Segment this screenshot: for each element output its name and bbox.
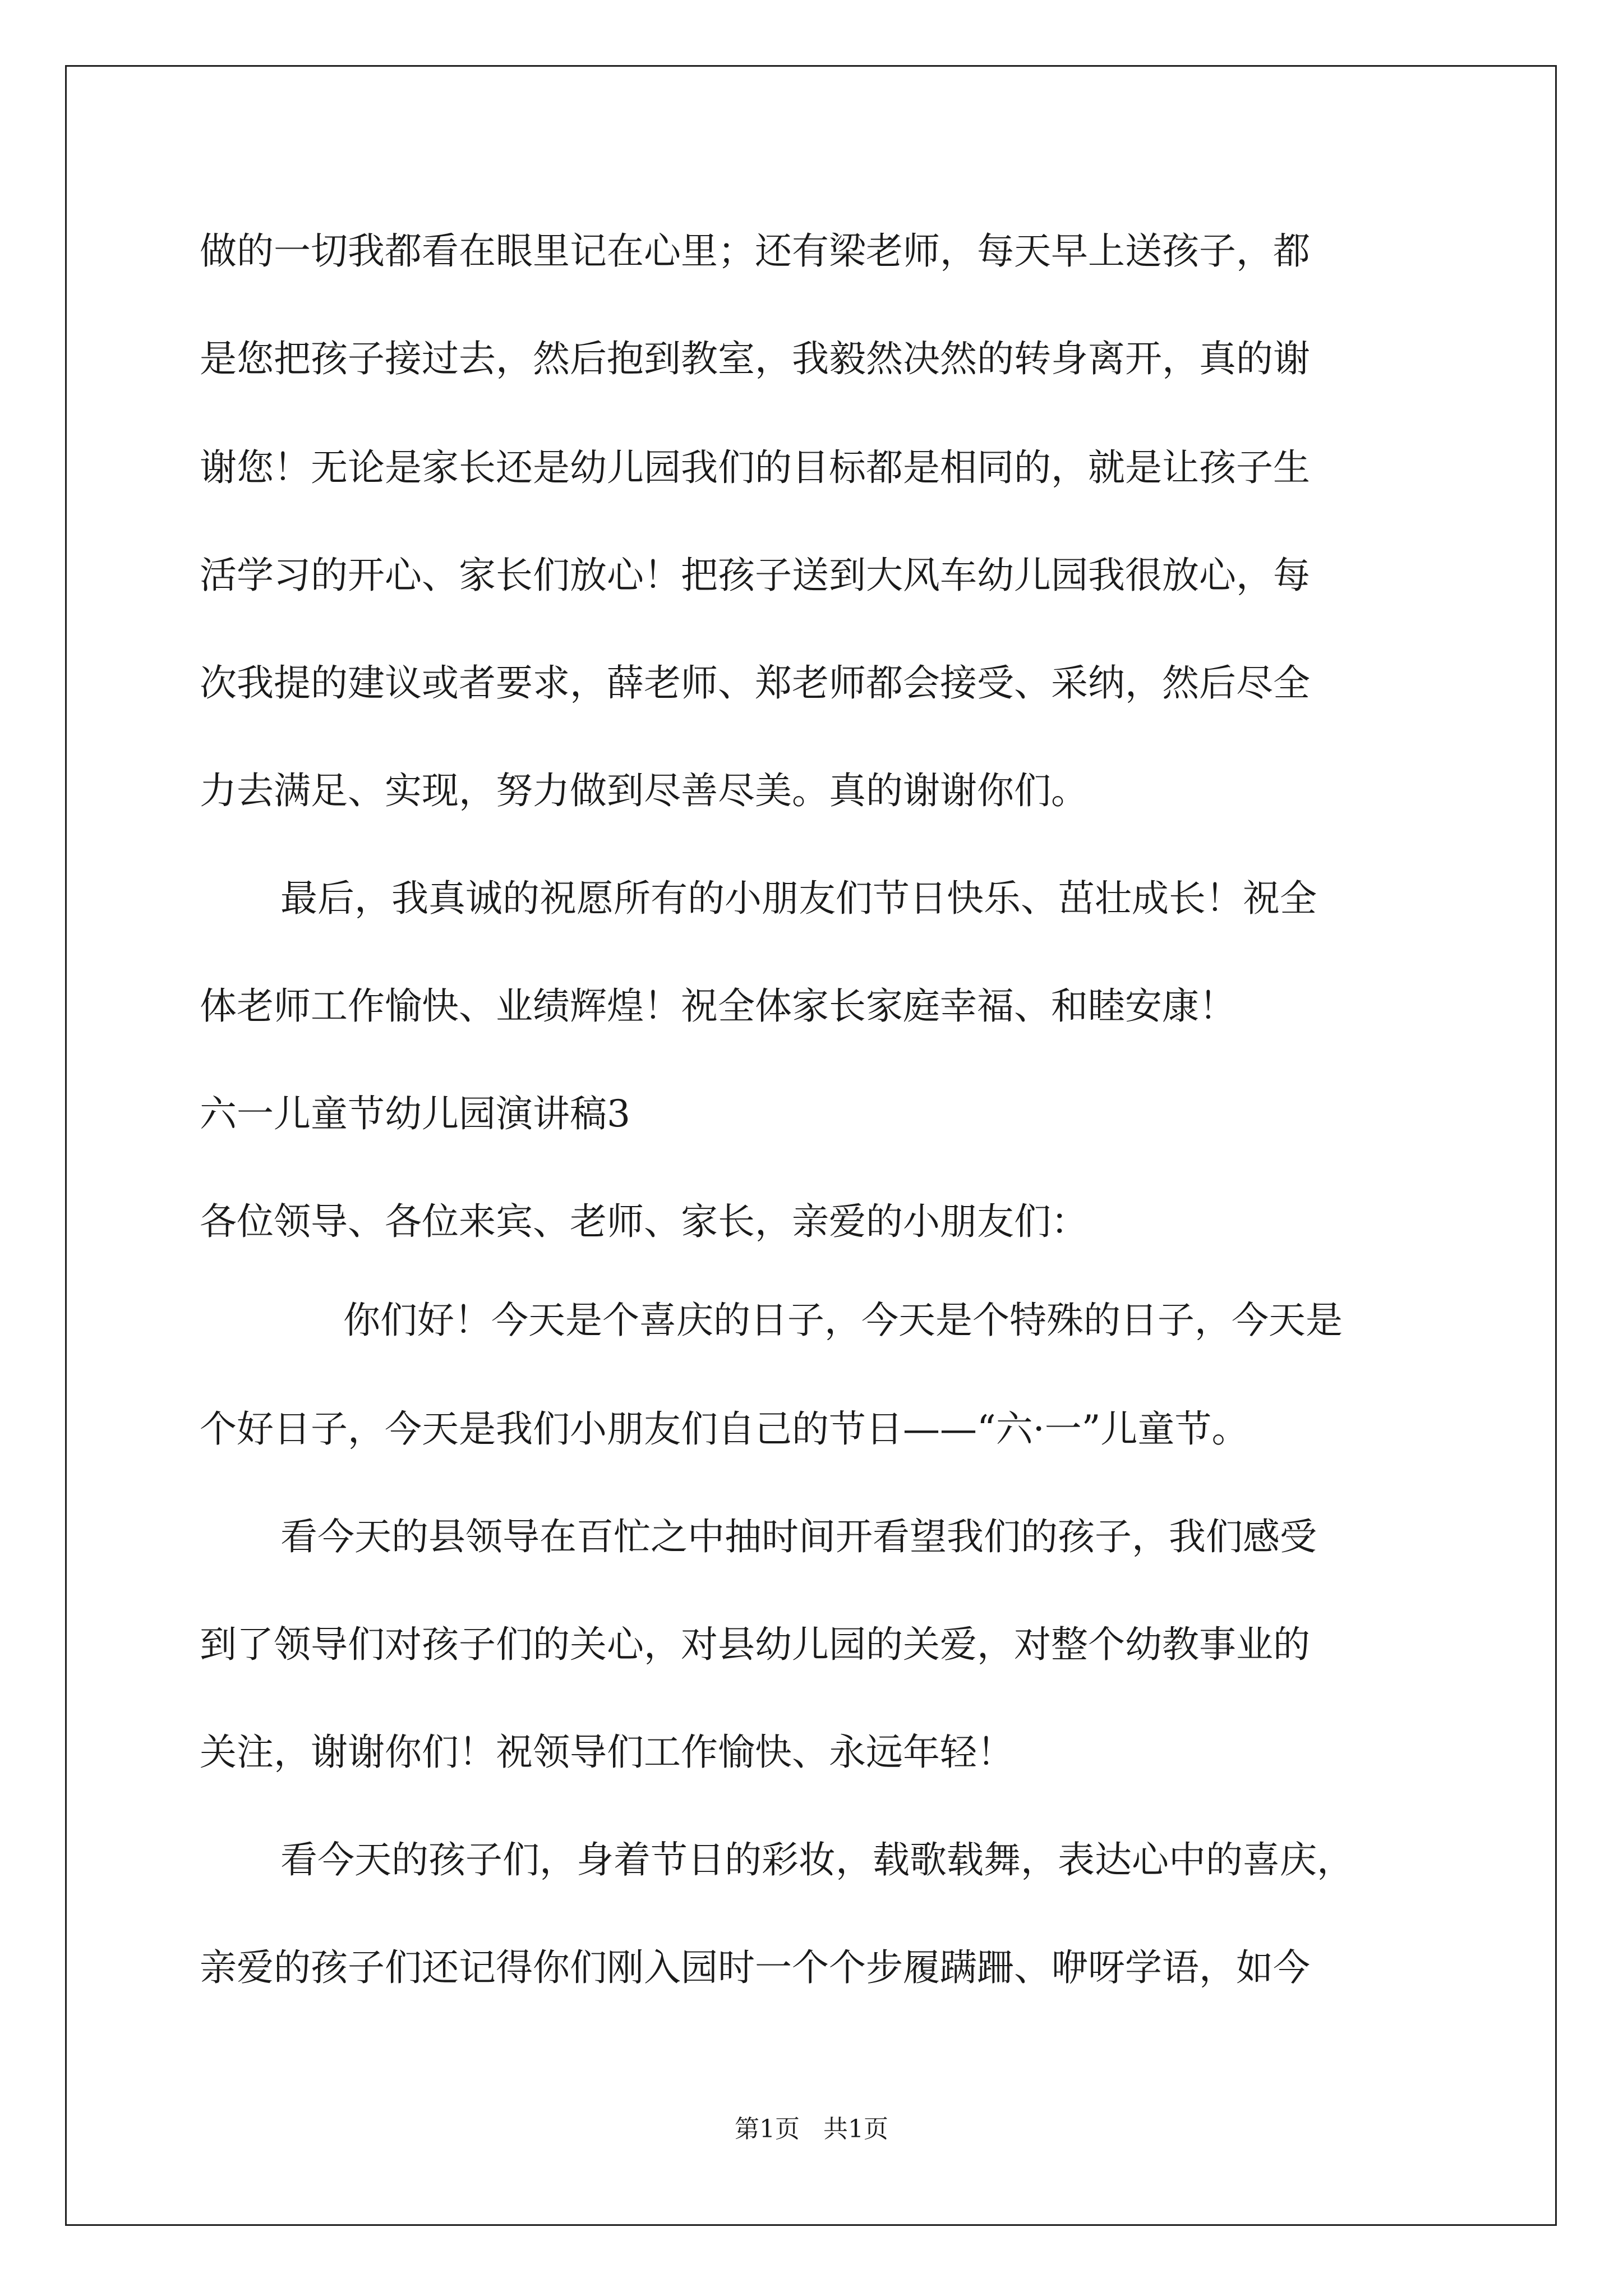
section-heading: 六一儿童节幼儿园演讲稿3	[200, 1092, 630, 1135]
text-line: 力去满足、实现，努力做到尽善尽美。真的谢谢你们。	[200, 769, 1088, 812]
text-line: 次我提的建议或者要求，薛老师、郑老师都会接受、采纳，然后尽全	[200, 661, 1310, 705]
text-line: 是您把孩子接过去，然后抱到教室，我毅然决然的转身离开，真的谢	[200, 337, 1310, 380]
text-line: 体老师工作愉快、业绩辉煌！祝全体家长家庭幸福、和睦安康！	[200, 984, 1236, 1028]
text-line: 看今天的县领导在百忙之中抽时间开看望我们的孩子，我们感受	[280, 1515, 1317, 1558]
text-line: 做的一切我都看在眼里记在心里；还有梁老师，每天早上送孩子，都	[200, 229, 1310, 273]
page-footer: 第1页 共1页	[735, 2115, 888, 2143]
text-line: 谢您！无论是家长还是幼儿园我们的目标都是相同的，就是让孩子生	[200, 446, 1310, 489]
text-line: 个好日子，今天是我们小朋友们自己的节日——“六·一”儿童节。	[200, 1407, 1249, 1451]
text-line: 最后，我真诚的祝愿所有的小朋友们节日快乐、茁壮成长！祝全	[280, 877, 1317, 920]
text-line: 看今天的孩子们，身着节日的彩妆，载歌载舞，表达心中的喜庆，	[280, 1838, 1354, 1881]
text-line: 你们好！今天是个喜庆的日子，今天是个特殊的日子，今天是	[343, 1299, 1343, 1342]
text-line: 关注，谢谢你们！祝领导们工作愉快、永远年轻！	[200, 1731, 1014, 1774]
text-line: 活学习的开心、家长们放心！把孩子送到大风车幼儿园我很放心，每	[200, 554, 1310, 597]
salutation: 各位领导、各位来宾、老师、家长，亲爱的小朋友们：	[200, 1200, 1088, 1243]
text-line: 亲爱的孩子们还记得你们刚入园时一个个步履蹒跚、咿呀学语，如今	[200, 1946, 1310, 1989]
page-border	[65, 65, 1557, 2226]
text-line: 到了领导们对孩子们的关心，对县幼儿园的关爱，对整个幼教事业的	[200, 1623, 1310, 1666]
